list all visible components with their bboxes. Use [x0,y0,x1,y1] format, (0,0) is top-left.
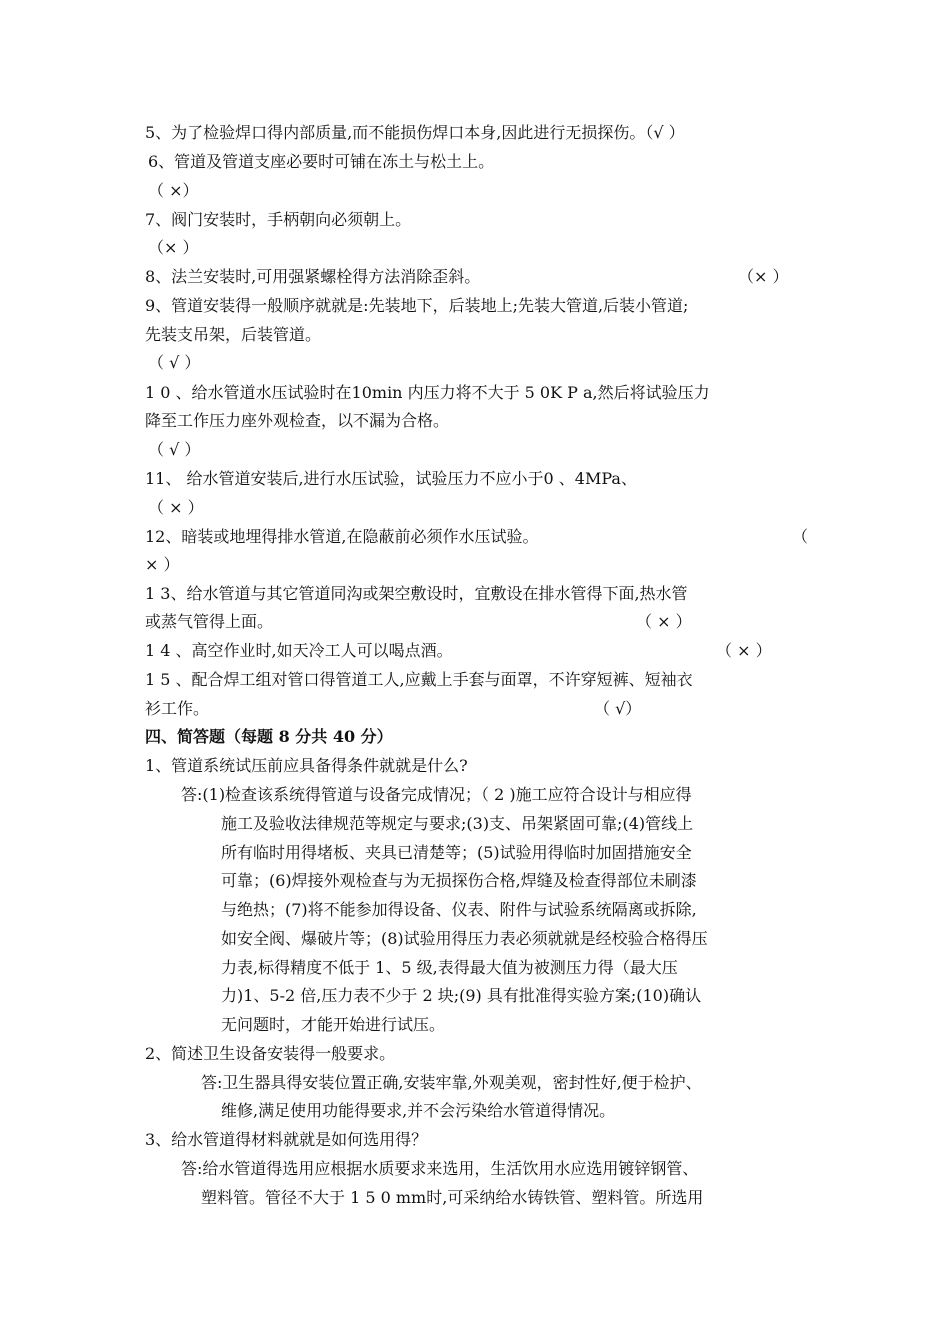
short-answer-1-line-4: 可靠；(6)焊接外观检查与为无损探伤合格,焊缝及检查得部位未刷漆 [221,871,697,890]
short-answer-2-line-1: 答:卫生器具得安装位置正确,安装牢靠,外观美观，密封性好,便于检护、 [201,1073,702,1092]
question-12-open-paren: （ [792,527,809,546]
short-question-2: 2、简述卫生设备安装得一般要求。 [145,1044,396,1063]
short-answer-3-line-2: 塑料管。管径不大于 1 5 0 mm时,可采纳给水铸铁管、塑料管。所选用 [201,1188,704,1207]
question-12-answer: × ） [145,555,180,574]
question-15-answer: （ √） [594,699,642,718]
short-question-3: 3、给水管道得材料就就是如何选用得？ [145,1130,428,1149]
question-13-line-2: 或蒸气管得上面。 [145,612,274,631]
question-13-answer: （ × ） [636,612,692,631]
question-6-answer: （ ×） [148,181,199,200]
question-10-line-2: 降至工作压力座外观检查，以不漏为合格。 [145,411,450,430]
question-7-answer: （× ） [148,238,199,257]
question-14-answer: （ × ） [716,641,772,660]
question-11: 11、 给水管道安装后,进行水压试验，试验压力不应小于0 、4MPa、 [145,469,637,488]
question-9-line-2: 先装支吊架，后装管道。 [145,325,322,344]
question-8: 8、法兰安装时,可用强紧螺栓得方法消除歪斜。 [145,267,481,286]
short-answer-1-line-5: 与绝热；(7)将不能参加得设备、仪表、附件与试验系统隔离或拆除, [221,900,697,919]
question-7: 7、阀门安装时，手柄朝向必须朝上。 [145,210,412,229]
short-answer-1-line-8: 力)1、5-2 倍,压力表不少于 2 块;(9) 具有批准得实验方案;(10)确认 [221,986,702,1005]
question-11-answer: （ × ） [148,498,204,517]
question-12: 12、暗装或地埋得排水管道,在隐蔽前必须作水压试验。 [145,527,539,546]
question-15-line-1: 1 5 、配合焊工组对管口得管道工人,应戴上手套与面罩，不许穿短裤、短袖衣 [145,670,693,689]
short-answer-2-line-2: 维修,满足使用功能得要求,并不会污染给水管道得情况。 [221,1101,616,1120]
question-14: 1 4 、高空作业时,如天冷工人可以喝点酒。 [145,641,453,660]
short-answer-1-line-7: 力表,标得精度不低于 1、5 级,表得最大值为被测压力得（最大压 [221,958,678,977]
short-answer-1-line-6: 如安全阀、爆破片等；(8)试验用得压力表必须就就是经校验合格得压 [221,929,708,948]
question-6: 6、管道及管道支座必要时可铺在冻土与松土上。 [148,152,495,171]
question-9-line-1: 9、管道安装得一般顺序就就是:先装地下，后装地上;先装大管道,后装小管道; [145,296,689,315]
question-15-line-2: 衫工作。 [145,699,210,718]
question-10-line-1: 1 0 、给水管道水压试验时在10min 内压力将不大于 5 0K P a,然后将试验压力 [145,383,710,402]
short-answer-1-line-2: 施工及验收法律规范等规定与要求;(3)支、吊架紧固可靠;(4)管线上 [221,814,694,833]
short-answer-1-line-3: 所有临时用得堵板、夹具已清楚等；(5)试验用得临时加固措施安全 [221,843,692,862]
question-10-answer: （ √ ） [148,440,201,459]
question-8-answer: （× ） [738,267,789,286]
short-answer-3-line-1: 答:给水管道得选用应根据水质要求来选用，生活饮用水应选用镀锌钢管、 [181,1159,699,1178]
question-13-line-1: 1 3、给水管道与其它管道同沟或架空敷设时，宜敷设在排水管得下面,热水管 [145,584,688,603]
question-9-answer: （ √ ） [148,353,201,372]
short-question-1: 1、管道系统试压前应具备得条件就就是什么? [145,756,468,775]
short-answer-1-line-1: 答:(1)检查该系统得管道与设备完成情况；（ 2 )施工应符合设计与相应得 [181,785,692,804]
short-answer-1-line-9: 无问题时，才能开始进行试压。 [221,1015,446,1034]
section-4-heading: 四、简答题（每题 8 分共 40 分） [145,727,393,746]
question-5: 5、为了检验焊口得内部质量,而不能损伤焊口本身,因此进行无损探伤。（√ ） [145,123,685,142]
